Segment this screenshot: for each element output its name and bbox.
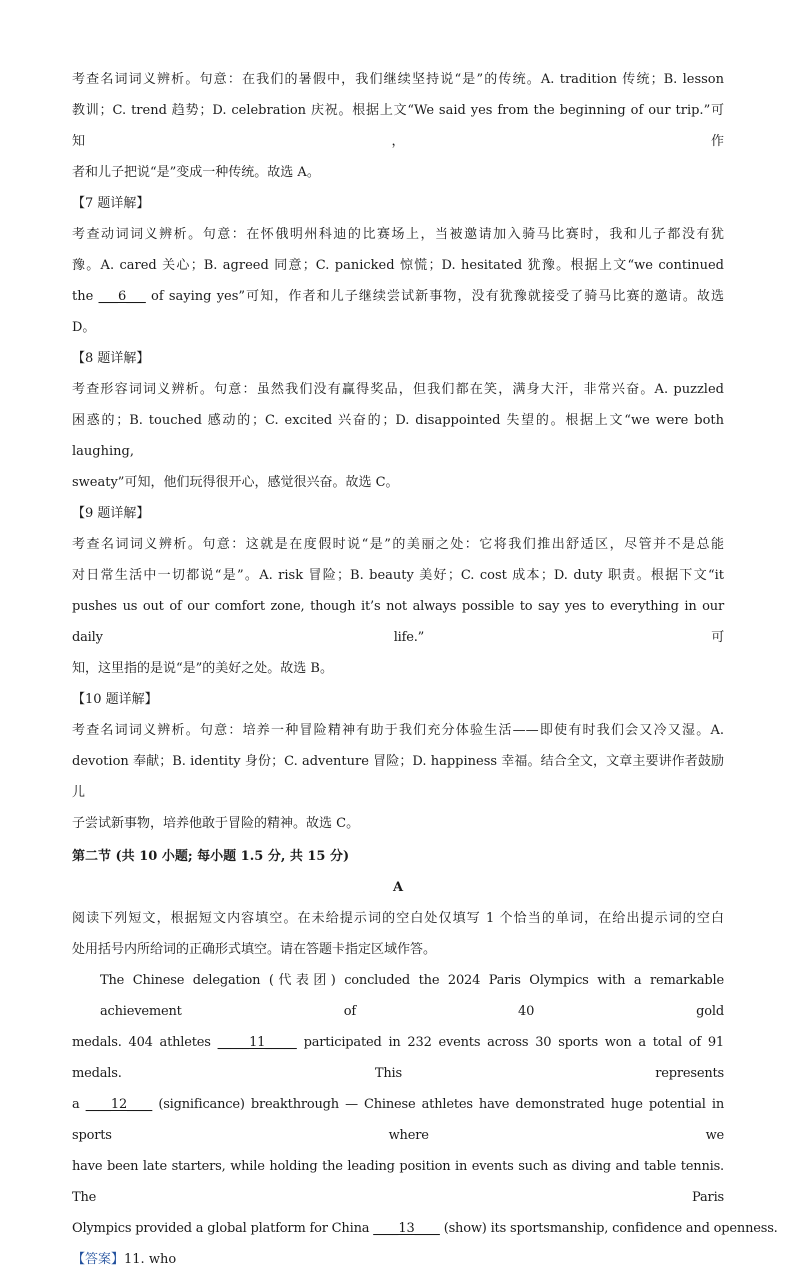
q7-blank: ___6___ [98, 289, 146, 304]
q7-line-text: the [72, 289, 99, 304]
instructions-line: 阅读下列短文，根据短文内容填空。在未给提示词的空白处仅填写 1 个恰当的单词，在给出提示词的空白 [72, 911, 724, 926]
q9-explanation-line: 考查名词词义辨析。句意：这就是在度假时说“是”的美丽之处：它将我们推出舒适区，尽管并不是总能 [72, 537, 724, 552]
section2-title: 第二节 (共 10 小题; 每小题 1.5 分, 共 15 分) [72, 849, 350, 864]
document-page [72, 64, 778, 1275]
answer-label: 【答案】 [72, 1252, 125, 1267]
q7-explanation-line: D。 [72, 320, 96, 335]
passage-line [72, 1089, 724, 1151]
passage-label: A [392, 880, 404, 895]
q8-explanation-line: 考查形容词词义辨析。句意：虽然我们没有赢得奖品，但我们都在笑，满身大汗，非常兴奋。A. puzzled [72, 382, 724, 397]
passage-text: a [72, 1097, 86, 1112]
blank-11: _____11_____ [217, 1035, 297, 1050]
q7-explanation-line: 豫。A. cared 关心；B. agreed 同意；C. panicked 惊慌；D. hesitated 犹豫。根据上文“we continued [72, 258, 724, 273]
q8-heading: 【8 题详解】 [72, 351, 150, 366]
passage-line: The Chinese delegation (代表团) concluded the 2024 Paris Olympics with a remarkable achievement of 40 gold [100, 973, 724, 1019]
passage-line [72, 1027, 724, 1089]
q10-heading: 【10 题详解】 [72, 692, 158, 707]
q10-explanation-line: 子尝试新事物，培养他敢于冒险的精神。故选 C。 [72, 816, 360, 831]
passage-text: medals. 404 athletes [72, 1035, 218, 1050]
q10-explanation-line: 考查名词词义辨析。句意：培养一种冒险精神有助于我们充分体验生活——即使有时我们会又冷又湿。A. [72, 723, 724, 738]
q6-explanation-line: 考查名词词义辨析。句意：在我们的暑假中，我们继续坚持说“是”的传统。A. tradition 传统；B. lesson [72, 72, 724, 87]
answer-line [72, 1244, 724, 1275]
passage-line [72, 1213, 778, 1244]
passage-text: (significance) breakthrough — Chinese athletes have demonstrated huge potential in sports where we [72, 1097, 724, 1143]
passage-text: (show) its sportsmanship, confidence and openness. [439, 1221, 778, 1236]
q8-explanation-line: sweaty”可知，他们玩得很开心，感觉很兴奋。故选 C。 [72, 475, 399, 490]
q9-heading: 【9 题详解】 [72, 506, 150, 521]
q7-explanation-line: 考查动词词义辨析。句意：在怀俄明州科迪的比赛场上，当被邀请加入骑马比赛时，我和儿子都没有犹 [72, 227, 724, 242]
instructions-line: 处用括号内所给词的正确形式填空。请在答题卡指定区域作答。 [72, 942, 437, 957]
blank-12: ____12____ [85, 1097, 153, 1112]
passage-line: have been late starters, while holding the leading position in events such as diving and table tennis. The Paris [72, 1159, 724, 1205]
q7-heading: 【7 题详解】 [72, 196, 150, 211]
q9-explanation-line: 知，这里指的是说“是”的美好之处。故选 B。 [72, 661, 333, 676]
q9-explanation-line: pushes us out of our comfort zone, though it’s not always possible to say yes to everything in our daily life.”可 [72, 599, 724, 645]
passage-text: participated in 232 events across 30 sports won a total of 91 medals. This represents [72, 1035, 724, 1081]
q6-explanation-line: 教训；C. trend 趋势；D. celebration 庆祝。根据上文“We said yes from the beginning of our trip.”可知，作 [72, 103, 724, 149]
q7-explanation-line [72, 281, 724, 312]
answer-value: 11. who [124, 1252, 177, 1267]
q10-explanation-line: devotion 奉献；B. identity 身份；C. adventure 冒险；D. happiness 幸福。结合全文，文章主要讲作者鼓励儿 [72, 754, 724, 800]
q6-explanation-line: 者和儿子把说“是”变成一种传统。故选 A。 [72, 165, 320, 180]
passage-text: Olympics provided a global platform for China [72, 1221, 374, 1236]
blank-13: ____13____ [373, 1221, 440, 1236]
q9-explanation-line: 对日常生活中一切都说“是”。A. risk 冒险；B. beauty 美好；C. cost 成本；D. duty 职责。根据下文“it [72, 568, 724, 583]
q8-explanation-line: 困惑的；B. touched 感动的；C. excited 兴奋的；D. disappointed 失望的。根据上文“we were both laughing, [72, 413, 724, 459]
q7-line-text: of saying yes”可知，作者和儿子继续尝试新事物，没有犹豫就接受了骑马比赛的邀请。故选 [145, 289, 724, 304]
